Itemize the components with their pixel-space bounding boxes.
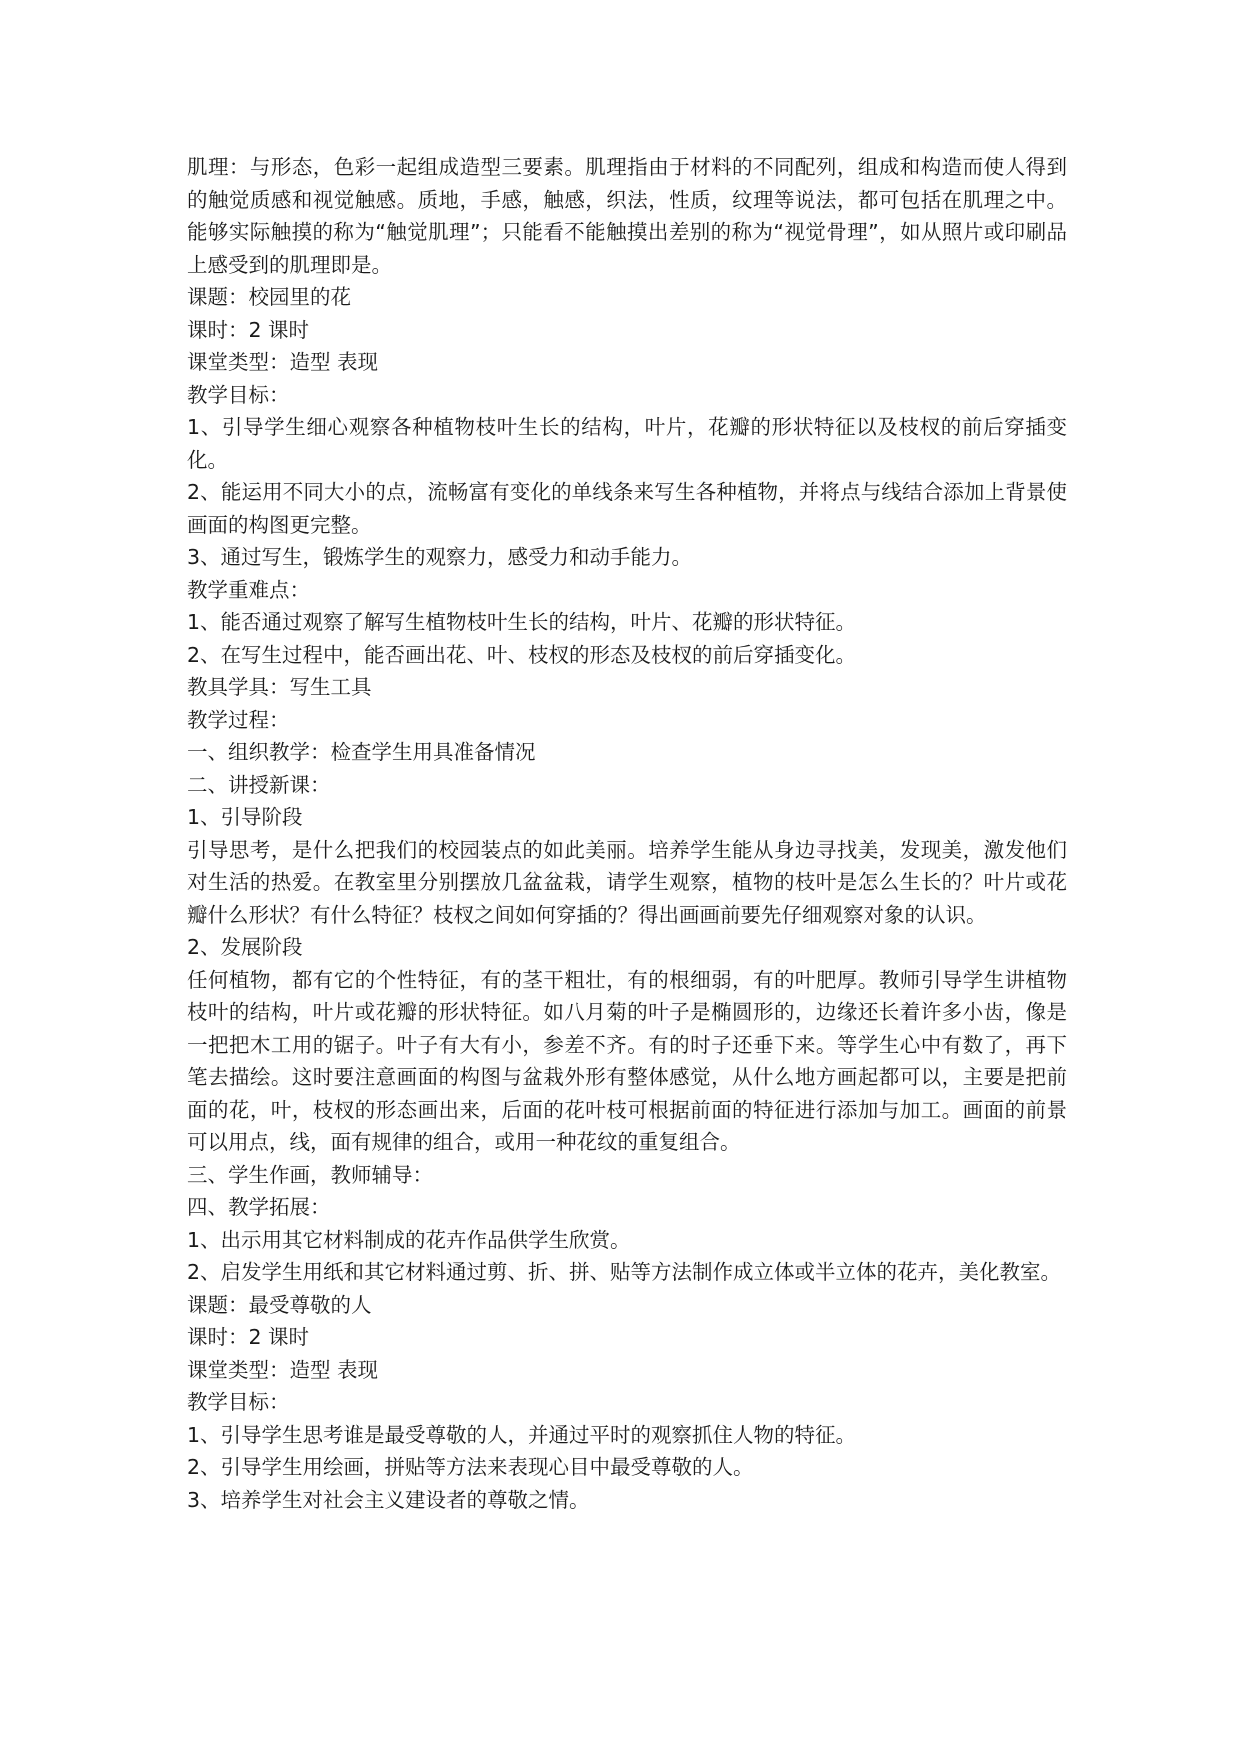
section-heading: 教学目标： (187, 1390, 290, 1414)
document-body (187, 151, 1067, 1516)
lesson-type: 课堂类型：造型 表现 (187, 1357, 379, 1382)
list-item: 1、出示用其它材料制成的花卉作品供学生欣赏。 (187, 1227, 631, 1252)
list-item: 1、引导学生细心观察各种植物枝叶生长的结构，叶片，花瓣的形状特征以及枝杈的前后穿插变化。 (187, 415, 1067, 472)
sub-step-heading: 1、引导阶段 (187, 805, 303, 829)
lesson-title: 课题：最受尊敬的人 (187, 1292, 372, 1317)
step-heading: 二、讲授新课： (187, 772, 331, 797)
list-item: 2、能运用不同大小的点，流畅富有变化的单线条来写生各种植物，并将点与线结合添加上背景使画面的构图更完整。 (187, 480, 1067, 537)
paragraph-guidance: 引导思考，是什么把我们的校园装点的如此美丽。培养学生能从身边寻找美，发现美，激发他们对生活的热爱。在教室里分别摆放几盆盆栽，请学生观察，植物的枝叶是怎么生长的？叶片或花瓣什么形状？有什么特征？枝杈之间如何穿插的？得出画画前要先仔细观察对象的认识。 (187, 837, 1067, 927)
step-heading: 四、教学拓展： (187, 1195, 331, 1219)
list-item: 2、启发学生用纸和其它材料通过剪、折、拼、贴等方法制作成立体或半立体的花卉，美化教室。 (187, 1260, 1062, 1284)
list-item: 1、能否通过观察了解写生植物枝叶生长的结构，叶片、花瓣的形状特征。 (187, 610, 857, 634)
lesson-title: 课题：校园里的花 (187, 285, 351, 309)
lesson-type: 课堂类型：造型 表现 (187, 350, 379, 374)
list-item: 2、引导学生用绘画，拼贴等方法来表现心目中最受尊敬的人。 (187, 1455, 754, 1479)
step-heading: 一、组织教学：检查学生用具准备情况 (187, 740, 536, 764)
sub-step-heading: 2、发展阶段 (187, 935, 303, 959)
list-item: 1、引导学生思考谁是最受尊敬的人，并通过平时的观察抓住人物的特征。 (187, 1422, 857, 1447)
paragraph-texture-definition: 肌理：与形态，色彩一起组成造型三要素。肌理指由于材料的不同配列，组成和构造而使人得到的触觉质感和视觉触感。质地，手感，触感，织法，性质，纹理等说法，都可包括在肌理之中。能够实际触摸的称为“触觉肌理”；只能看不能触摸出差别的称为“视觉骨理”，如从照片或印刷品上感受到的肌理即是。 (187, 155, 1067, 277)
list-item: 3、通过写生，锻炼学生的观察力，感受力和动手能力。 (187, 545, 693, 569)
section-heading: 教学重难点： (187, 577, 310, 602)
list-item: 3、培养学生对社会主义建设者的尊敬之情。 (187, 1487, 590, 1512)
list-item: 2、在写生过程中，能否画出花、叶、枝杈的形态及枝杈的前后穿插变化。 (187, 642, 857, 667)
section-heading: 教学目标： (187, 382, 290, 407)
section-heading: 教学过程： (187, 707, 290, 732)
paragraph-development: 任何植物，都有它的个性特征，有的茎干粗壮，有的根细弱，有的叶肥厚。教师引导学生讲植物枝叶的结构，叶片或花瓣的形状特征。如八月菊的叶子是椭圆形的，边缘还长着许多小齿，像是一把把木工用的锯子。叶子有大有小，参差不齐。有的时子还垂下来。等学生心中有数了，再下笔去描绘。这时要注意画面的构图与盆栽外形有整体感觉，从什么地方画起都可以，主要是把前面的花，叶，枝杈的形态画出来，后面的花叶枝可根据前面的特征进行添加与加工。画面的前景可以用点，线，面有规律的组合，或用一种花纹的重复组合。 (187, 967, 1067, 1154)
step-heading: 三、学生作画，教师辅导： (187, 1162, 433, 1187)
lesson-hours: 课时：2 课时 (187, 317, 310, 342)
teaching-tools: 教具学具：写生工具 (187, 675, 372, 699)
lesson-hours: 课时：2 课时 (187, 1325, 310, 1349)
